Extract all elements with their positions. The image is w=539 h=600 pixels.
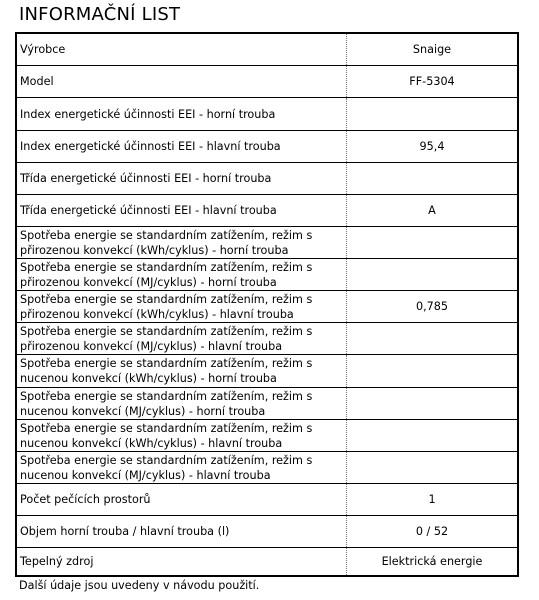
row-label: Třída energetické účinnosti EEI - horní trouba [17,163,347,194]
row-value: Elektrická energie [381,555,483,568]
table-row [17,34,517,66]
sheet-title: INFORMAČNÍ LIST [19,4,181,25]
table-row [17,516,517,548]
table-row [17,66,517,98]
row-value [347,163,517,194]
row-value: 0,785 [415,300,449,313]
row-label: Třída energetické účinnosti EEI - hlavní trouba [17,195,347,226]
row-label: Spotřeba energie se standardním zatížením, režim s nucenou konvekcí (kWh/cyklus) - horní trouba [17,355,347,387]
row-label: Index energetické účinnosti EEI - horní trouba [17,98,347,130]
table-row [17,259,517,291]
row-value: 1 [428,493,436,506]
row-label: Spotřeba energie se standardním zatížením, režim s nucenou konvekcí (MJ/cyklus) - hlavní trouba [17,452,347,483]
table-row [17,291,517,323]
row-label: Spotřeba energie se standardním zatížením, režim s přirozenou konvekcí (kWh/cyklus) - hlavní trouba [17,291,347,322]
table-row [17,131,517,163]
row-value: Snaige [412,43,452,56]
row-label: Spotřeba energie se standardním zatížením, režim s nucenou konvekcí (MJ/cyklus) - horní trouba [17,388,347,419]
table-row [17,420,517,452]
row-label: Model [17,66,347,97]
row-value [347,388,517,419]
row-value [347,323,517,354]
row-label: Spotřeba energie se standardním zatížením, režim s přirozenou konvekcí (MJ/cyklus) - horní trouba [17,259,347,290]
row-value [347,259,517,290]
row-value: A [428,204,436,217]
row-value [347,98,517,130]
table-row [17,227,517,259]
table-row [17,195,517,227]
table-row [17,452,517,484]
row-value [347,355,517,387]
footer-note: Další údaje jsou uvedeny v návodu použití. [19,579,260,592]
row-label: Index energetické účinnosti EEI - hlavní trouba [17,131,347,162]
row-value: 0 / 52 [415,525,449,538]
info-table [15,32,519,577]
row-label: Spotřeba energie se standardním zatížením, režim s přirozenou konvekcí (kWh/cyklus) - horní trouba [17,227,347,258]
row-value [347,227,517,258]
row-label: Spotřeba energie se standardním zatížením, režim s přirozenou konvekcí (MJ/cyklus) - hlavní trouba [17,323,347,354]
table-row [17,163,517,195]
row-label: Objem horní trouba / hlavní trouba (l) [17,516,347,547]
row-value: 95,4 [419,140,445,153]
table-row [17,548,517,575]
row-label: Počet pečících prostorů [17,484,347,515]
row-value [347,452,517,483]
table-row [17,323,517,355]
row-label: Spotřeba energie se standardním zatížením, režim s nucenou konvekcí (kWh/cyklus) - hlavní trouba [17,420,347,451]
row-label: Tepelný zdroj [17,548,347,575]
table-row [17,388,517,420]
row-value [347,420,517,451]
table-row [17,355,517,388]
row-value: FF-5304 [409,75,455,88]
row-label: Výrobce [17,34,347,65]
table-row [17,484,517,516]
table-row [17,98,517,131]
